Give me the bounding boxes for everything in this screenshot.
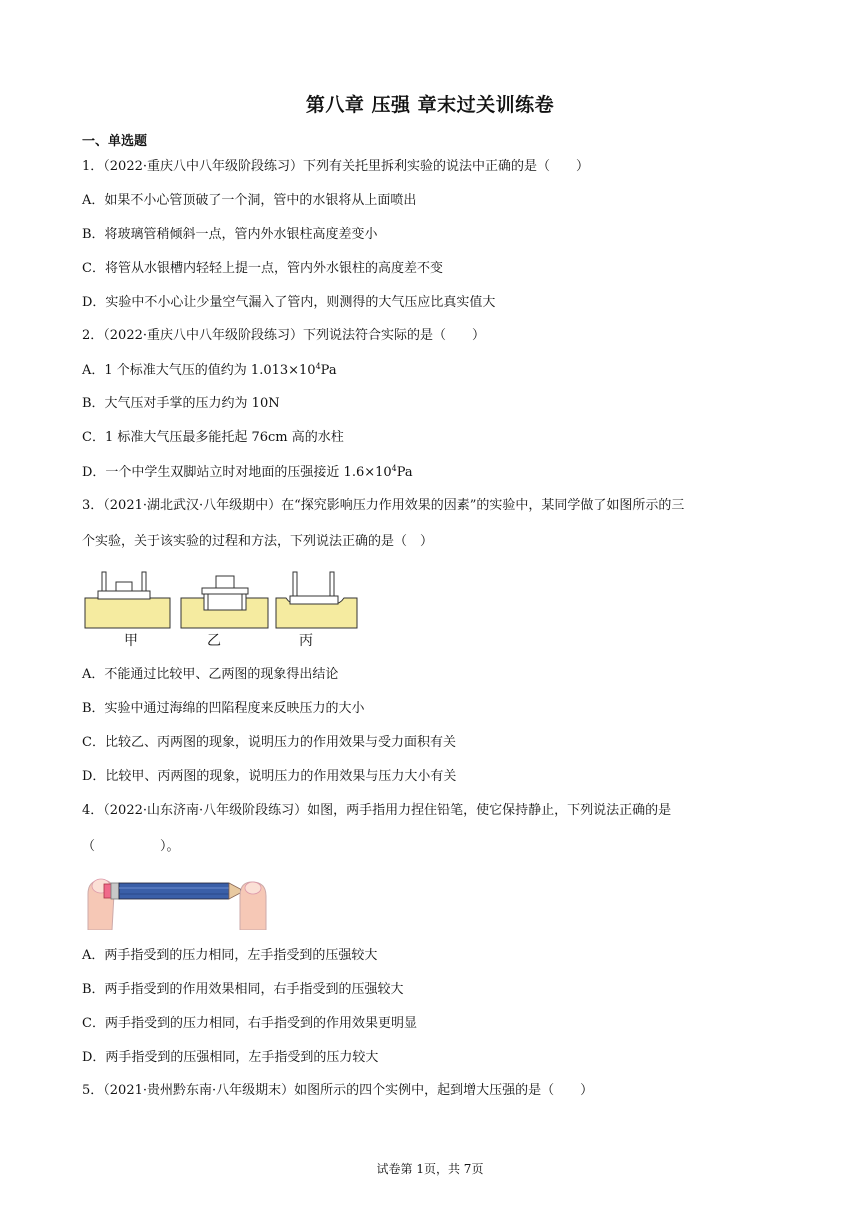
question-4-option-c: C．两手指受到的压力相同，右手指受到的作用效果更明显: [82, 1016, 417, 1031]
question-2-option-a: A．1 个标准大气压的值约为 $1.013\times 10^4Pa$: [82, 362, 337, 378]
question-3-option-b: B．实验中通过海绵的凹陷程度来反映压力的大小: [82, 701, 365, 716]
question-2-option-d: D．一个中学生双脚站立时对地面的压强接近 $1.6\times 10^4Pa$: [82, 464, 413, 480]
question-2-option-c: C．1 标准大气压最多能托起 76cm 高的水柱: [82, 430, 344, 445]
question-1-option-b: B．将玻璃管稍倾斜一点，管内外水银柱高度差变小: [82, 227, 378, 242]
figure-label-jia: 甲: [124, 633, 138, 649]
question-4-option-d: D．两手指受到的压强相同，左手指受到的压力较大: [82, 1050, 379, 1065]
sponge-figure-bing: [276, 572, 357, 628]
sponge-figure-jia: [85, 572, 170, 628]
question-1-option-c: C．将管从水银槽内轻轻上提一点，管内外水银柱的高度差不变: [82, 261, 443, 276]
question-3-option-c: C．比较乙、丙两图的现象，说明压力的作用效果与受力面积有关: [82, 735, 456, 750]
question-2-option-b: B．大气压对手掌的压力约为 10N: [82, 396, 280, 411]
pencil-fingers-figure: [84, 872, 270, 930]
question-3-stem-line-2: 个实验，关于该实验的过程和方法，下列说法正确的是（ ）: [82, 534, 434, 549]
sponge-figure-yi: [181, 576, 268, 628]
question-5-stem: 5．（2021·贵州黔东南·八年级期末）如图所示的四个实例中，起到增大压强的是（ ）: [82, 1083, 594, 1098]
page-footer: 试卷第 1页，共 7页: [376, 1162, 484, 1176]
question-4-stem-line-2: （ ）。: [82, 839, 180, 854]
question-4-stem-line-1: 4．（2022·山东济南·八年级阶段练习）如图，两手指用力捏住铅笔，使它保持静止，下列说法正确的是: [82, 803, 672, 818]
page-title: 第八章 压强 章末过关训练卷: [305, 94, 555, 116]
question-3-option-d: D．比较甲、丙两图的现象，说明压力的作用效果与压力大小有关: [82, 769, 457, 784]
question-2-stem: 2．（2022·重庆八中八年级阶段练习）下列说法符合实际的是（ ）: [82, 328, 485, 343]
question-4-option-b: B．两手指受到的作用效果相同，右手指受到的压强较大: [82, 982, 404, 997]
section-heading: 一、单选题: [82, 134, 148, 149]
question-1-stem: 1．（2022·重庆八中八年级阶段练习）下列有关托里拆利实验的说法中正确的是（ ）: [82, 159, 589, 174]
question-1-option-a: A．如果不小心管顶破了一个洞，管中的水银将从上面喷出: [82, 193, 417, 208]
question-3-stem-line-1: 3．（2021·湖北武汉·八年级期中）在“探究影响压力作用效果的因素”的实验中，某同学做了如图所示的三: [82, 498, 685, 513]
figure-label-yi: 乙: [207, 633, 221, 649]
right-finger: [240, 882, 266, 930]
question-4-option-a: A．两手指受到的压力相同，左手指受到的压强较大: [82, 948, 378, 963]
question-3-option-a: A．不能通过比较甲、乙两图的现象得出结论: [82, 667, 339, 682]
question-1-option-d: D．实验中不小心让少量空气漏入了管内，则测得的大气压应比真实值大: [82, 295, 496, 310]
figure-label-bing: 丙: [299, 633, 313, 649]
pencil: [104, 883, 246, 899]
